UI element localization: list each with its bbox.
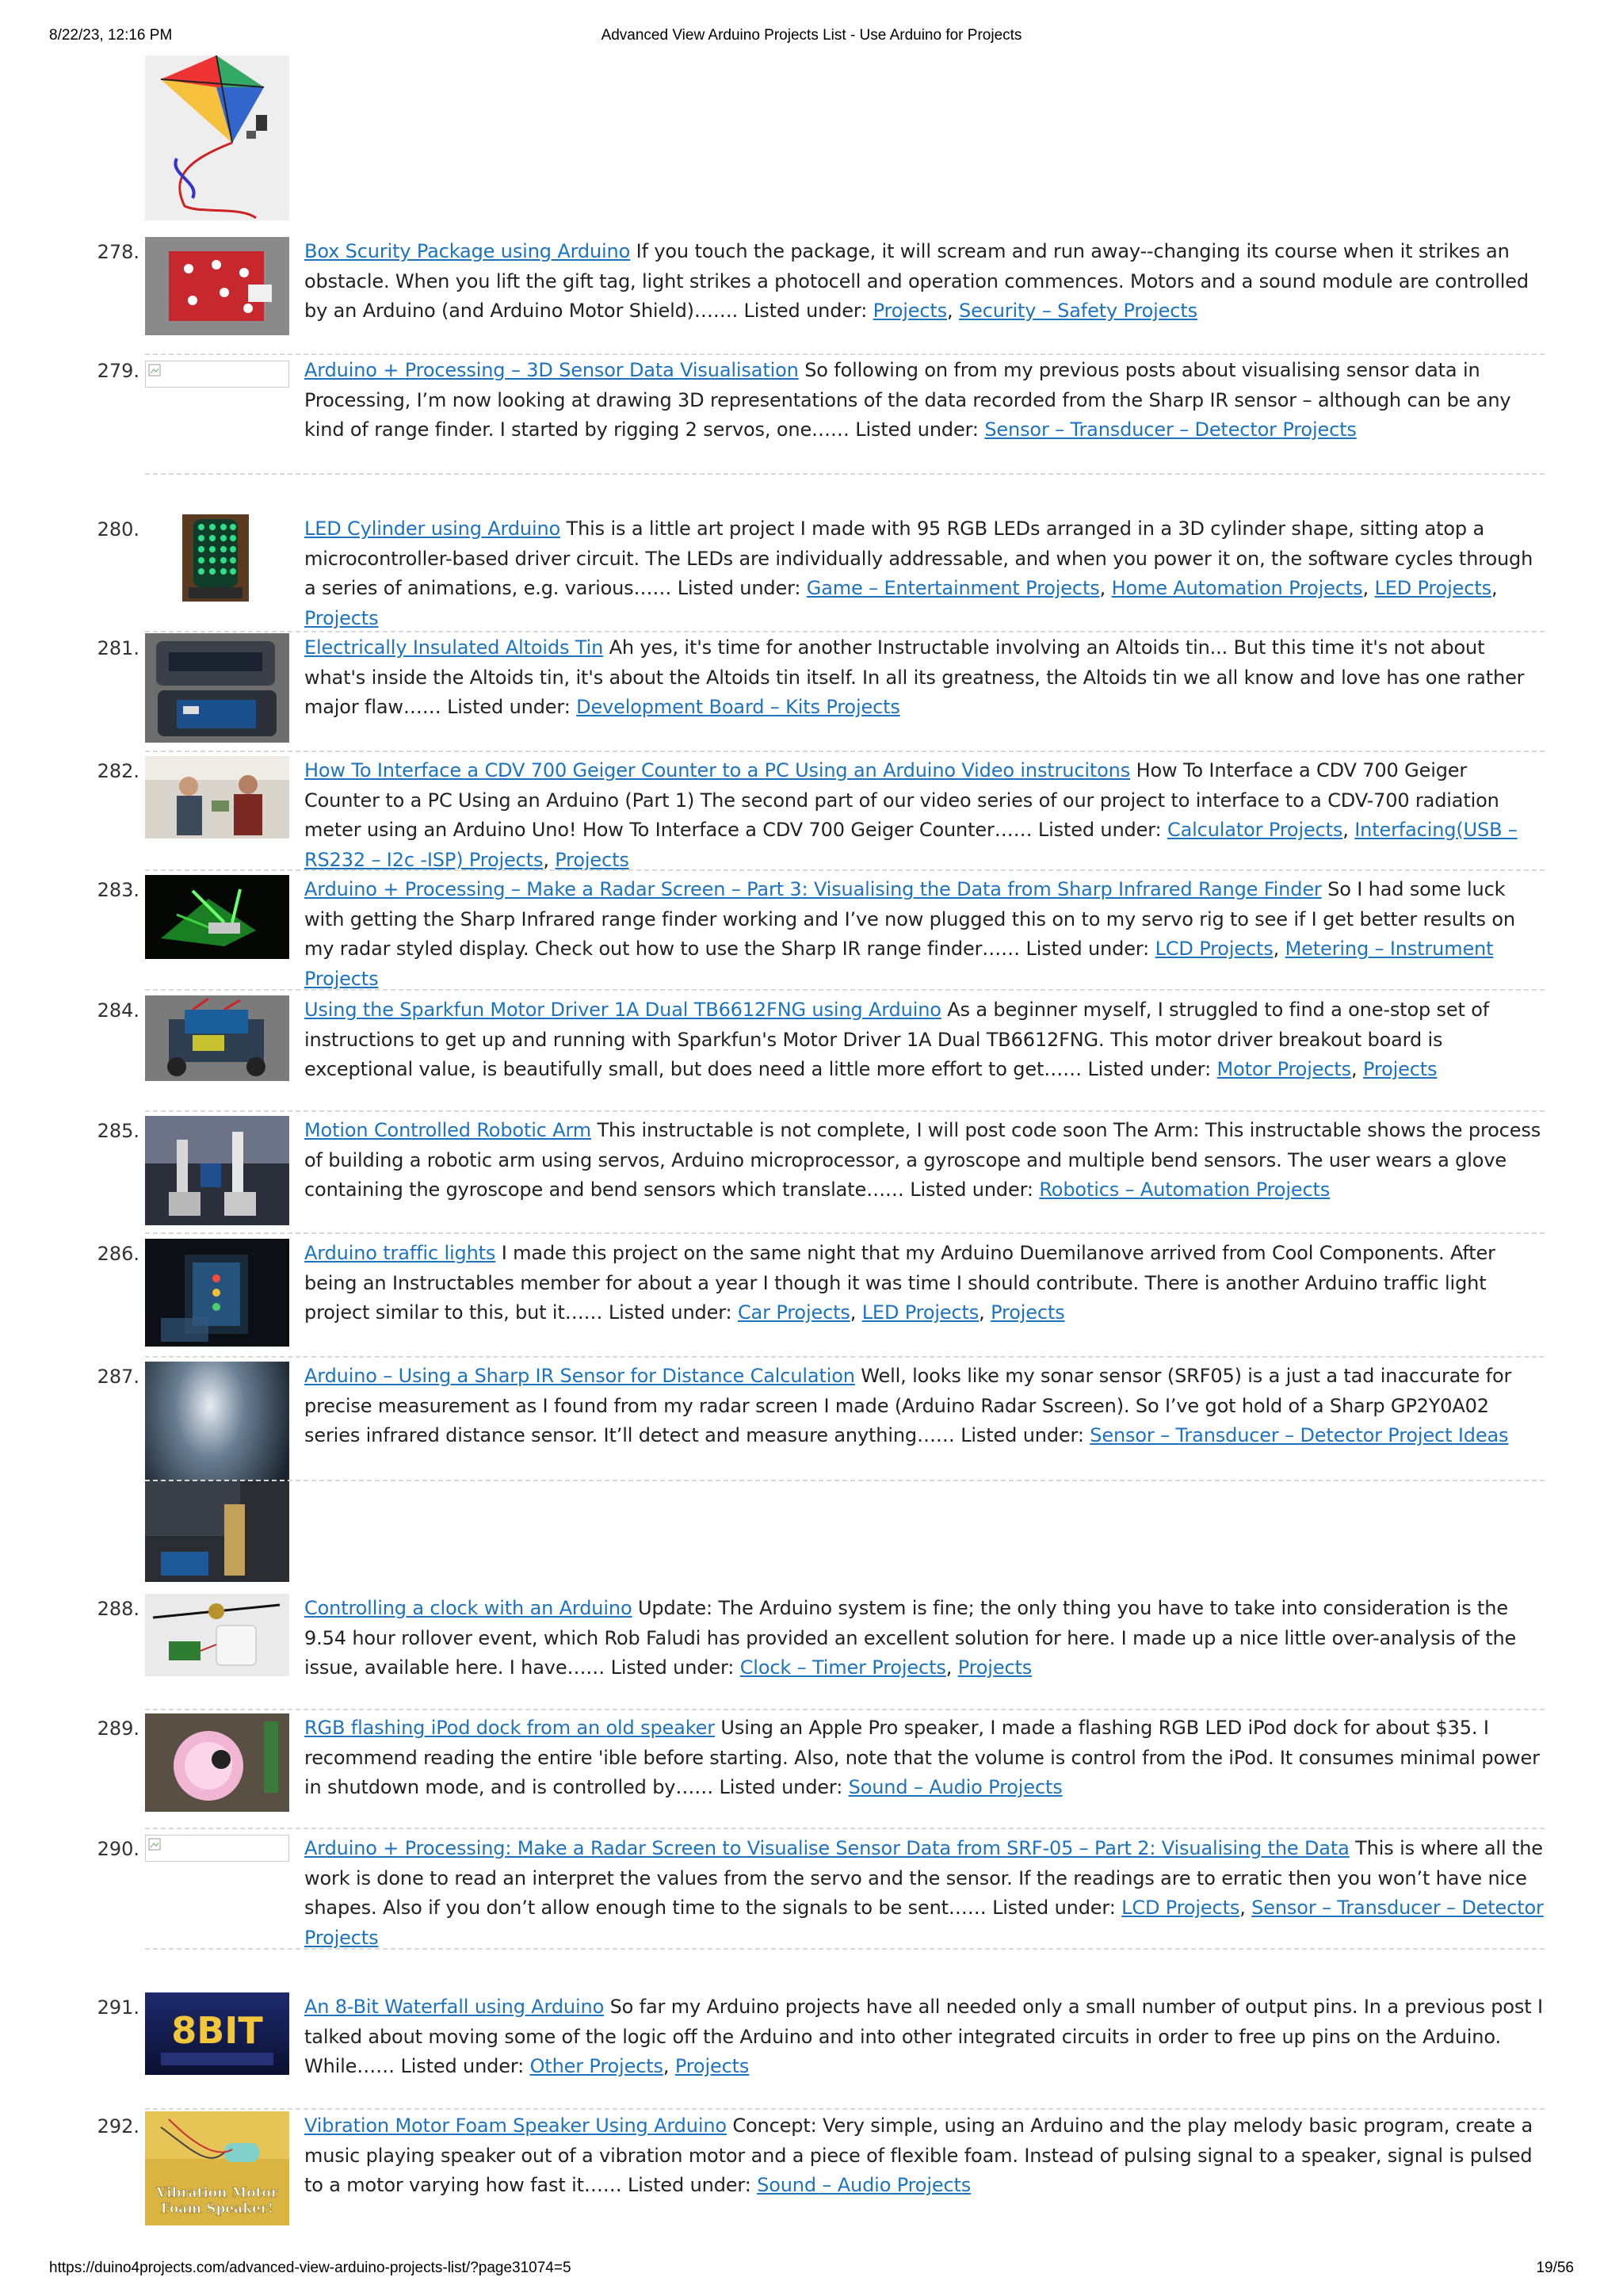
entry-title-link[interactable]: Controlling a clock with an Arduino — [304, 1597, 632, 1619]
category-link[interactable]: Metering – Instrument Projects — [304, 938, 1494, 990]
thumb-vibration-speaker[interactable] — [145, 2111, 289, 2225]
radar-rig-image — [145, 875, 289, 959]
gift-box-image — [145, 237, 289, 335]
entry-title-link[interactable]: Arduino – Using a Sharp IR Sensor for Distance Calculation — [304, 1365, 855, 1387]
entry-divider — [145, 751, 1545, 752]
geiger-video-image — [145, 756, 289, 839]
entry-text: Vibration Motor Foam Speaker Using Arduino Concept: Very simple, using an Arduino and the play melody basic program, create a music playing speaker out of a vibration motor and a piece of flexible foam. Instead of pulsing signal to a speaker, signal is pulsed to a motor varying how fast it…… Listed under: Sound – Audio Projects — [304, 2115, 1533, 2196]
vibration-speaker-image — [145, 2111, 289, 2225]
print-title: Advanced View Arduino Projects List - Use Arduino for Projects — [601, 27, 1022, 44]
broken-image-glyph — [148, 1838, 161, 1851]
entry-text: Using the Sparkfun Motor Driver 1A Dual TB6612FNG using Arduino As a beginner myself, I struggled to find a one-stop set of instructions to get up and running with Sparkfun's Motor Driver 1A Dual TB6612FNG. This motor driver breakout board is exceptional value, is beautifully small, but does need a little more effort to get…… Listed under: Motor Projects, Projects — [304, 999, 1490, 1080]
entry-number: 292. — [97, 2115, 139, 2137]
category-link[interactable]: Development Board – Kits Projects — [576, 696, 900, 718]
thumb-robotic-arm[interactable] — [145, 1116, 289, 1225]
entry-description: I made this project on the same night that my Arduino Duemilanove arrived from Cool Components. After being an Instructables member for about a year I though it was time I should contribute. There is another Arduino traffic light project similar to this, but it…… — [304, 1242, 1495, 1324]
sharp-ir-sensor-image — [145, 1362, 289, 1582]
category-link[interactable]: Robotics – Automation Projects — [1039, 1179, 1331, 1201]
entry-number: 279. — [97, 360, 139, 382]
ipod-dock-image — [145, 1713, 289, 1812]
entry-text: How To Interface a CDV 700 Geiger Counter to a PC Using an Arduino Video instrucitons How To Interface a CDV 700 Geiger Counter to a PC Using an Arduino (Part 1) The second part of our video series of our project to interface to a CDV-700 radiation meter using an Arduino Uno! How To Interface a CDV 700 Geiger Counter…… Listed under: Calculator Projects, Interfacing(USB – RS232 – I2c -ISP) Projects, Projects — [304, 759, 1518, 871]
thumb-8bit-label: 8BIT — [171, 2009, 263, 2052]
category-link[interactable]: Projects — [555, 848, 629, 871]
category-link[interactable]: Projects — [991, 1301, 1065, 1324]
broken-image-icon[interactable] — [145, 361, 289, 388]
entry-title-link[interactable]: Box Scurity Package using Arduino — [304, 240, 631, 262]
entry-title-link[interactable]: Arduino traffic lights — [304, 1242, 496, 1264]
entry-description: Update: The Arduino system is fine; the only thing you have to take into consideration is the 9.54 hour rollover event, which Rob Faludi has provided an excellent solution for here. I made up a nice little over-analysis of the issue, available here. I have…… — [304, 1597, 1517, 1679]
thumb-motor-driver[interactable] — [145, 995, 289, 1081]
category-link[interactable]: Projects — [873, 300, 948, 322]
entry-number: 281. — [97, 637, 139, 659]
entry-text: An 8-Bit Waterfall using Arduino So far my Arduino projects have all needed only a small number of output pins. In a previous post I talked about moving some of the logic off the Arduino and into other integrated circuits in order to free up pins on the Arduino. While…… Listed under: Other Projects, Projects — [304, 1996, 1543, 2077]
entry-divider — [145, 2108, 1545, 2110]
entry-number: 282. — [97, 760, 139, 782]
entry-description: Using an Apple Pro speaker, I made a flashing RGB LED iPod dock for about $35. I recommend reading the entire 'ible before starting. Also, note that the volume is control from the iPod. It consumes minimal power in shutdown mode, and is controlled by…… — [304, 1717, 1540, 1798]
category-link[interactable]: Sensor – Transducer – Detector Project Ideas — [1090, 1424, 1509, 1446]
print-footer — [49, 2260, 1574, 2279]
thumb-radar-screen-3[interactable] — [145, 875, 289, 959]
entry-text: Arduino – Using a Sharp IR Sensor for Distance Calculation Well, looks like my sonar sensor (SRF05) is a just a tad inaccurate for precise measurement as I found from my radar screen I made (Arduino Radar Sscreen). So I’ve got hold of a Sharp GP2Y0A02 series infrared distance sensor. It’ll detect and measure anything…… Listed under: Sensor – Transducer – Detector Project Ideas — [304, 1365, 1512, 1446]
entry-number: 289. — [97, 1717, 139, 1740]
entry-title-link[interactable]: Arduino + Processing – Make a Radar Screen – Part 3: Visualising the Data from Sharp Infrared Range Finder — [304, 878, 1322, 900]
category-link[interactable]: Projects — [957, 1656, 1033, 1679]
category-link[interactable]: Clock – Timer Projects — [739, 1656, 946, 1679]
entry-description: This is a little art project I made with 95 RGB LEDs arranged in a 3D cylinder shape, sitting atop a microcontroller-based driver circuit. The LEDs are individually addressable, and when you power it on, the software cycles through a series of animations, e.g. various…… — [304, 518, 1533, 599]
category-link[interactable]: Game – Entertainment Projects — [806, 577, 1100, 599]
print-page-number: 19/56 — [1536, 2260, 1574, 2276]
entry-divider — [145, 1948, 1545, 1950]
thumb-vibration-label: Vibration Motor Foam Speaker! — [156, 2185, 278, 2217]
entry-description: As a beginner myself, I struggled to find a one-stop set of instructions to get up and running with Sparkfun's Motor Driver 1A Dual TB6612FNG. This motor driver breakout board is exceptional value, is beautifully small, but does need a little more effort to get…… — [304, 999, 1490, 1080]
entry-text: RGB flashing iPod dock from an old speaker Using an Apple Pro speaker, I made a flashing RGB LED iPod dock for about $35. I recommend reading the entire 'ible before starting. Also, note that the volume is control from the iPod. It consumes minimal power in shutdown mode, and is controlled by…… Listed under: Sound – Audio Projects — [304, 1717, 1540, 1798]
category-link[interactable]: Projects — [1362, 1058, 1438, 1080]
entry-title-link[interactable]: LED Cylinder using Arduino — [304, 518, 561, 540]
entry-text: Controlling a clock with an Arduino Update: The Arduino system is fine; the only thing you have to take into consideration is the 9.54 hour rollover event, which Rob Faludi has provided an excellent solution for here. I made up a nice little over-analysis of the issue, available here. I have…… Listed under: Clock – Timer Projects, Projects — [304, 1597, 1517, 1679]
entry-divider — [145, 1828, 1545, 1829]
entry-divider — [145, 869, 1545, 871]
category-link[interactable]: Interfacing(USB – RS232 – I2c -ISP) Projects — [304, 819, 1518, 871]
entry-divider — [145, 1356, 1545, 1358]
category-link[interactable]: Motor Projects — [1216, 1058, 1352, 1080]
entry-description: Ah yes, it's time for another Instructable involving an Altoids tin... But this time it's not about what's inside the Altoids tin, it's about the Altoids tin itself. In all its greatness, the Altoids tin we all know and love has one rather major flaw…… — [304, 636, 1525, 718]
entry-description: How To Interface a CDV 700 Geiger Counter to a PC Using an Arduino (Part 1) The second part of our video series of our project to interface to a CDV-700 radiation meter using an Arduino Uno! How To Interface a CDV 700 Geiger Counter…… — [304, 759, 1499, 841]
thumb-led-cylinder[interactable] — [182, 514, 249, 602]
entry-description: Concept: Very simple, using an Arduino and the play melody basic program, create a music playing speaker out of a vibration motor and a piece of flexible foam. Instead of pulsing signal to a speaker, signal is pulsed to a motor varying how fast it…… — [304, 2115, 1533, 2196]
thumb-traffic-lights[interactable] — [145, 1239, 289, 1347]
thumb-altoids-tin[interactable] — [145, 633, 289, 743]
print-header — [49, 27, 1574, 46]
category-link[interactable]: Sound – Audio Projects — [848, 1776, 1063, 1798]
entry-description: So following on from my previous posts about visualising sensor data in Processing, I’m now looking at drawing 3D representations of the data recorded from the Sharp IR sensor – although can be any kind of range finder. I started by rigging 2 servos, one…… — [304, 359, 1511, 441]
entry-divider — [145, 473, 1545, 475]
entry-number: 280. — [97, 518, 139, 541]
thumb-previous-kite — [145, 55, 289, 220]
entry-number: 283. — [97, 879, 139, 901]
entry-title-link[interactable]: RGB flashing iPod dock from an old speaker — [304, 1717, 715, 1739]
motor-driver-image — [145, 995, 289, 1081]
traffic-lights-image — [145, 1239, 289, 1347]
category-link[interactable]: Sensor – Transducer – Detector Projects — [304, 1897, 1544, 1949]
category-link[interactable]: Calculator Projects — [1167, 819, 1343, 841]
entry-text: Arduino + Processing – 3D Sensor Data Visualisation So following on from my previous posts about visualising sensor data in Processing, I’m now looking at drawing 3D representations of the data recorded from the Sharp IR sensor – although can be any kind of range finder. I started by rigging 2 servos, one…… Listed under: Sensor – Transducer – Detector Projects — [304, 359, 1511, 441]
category-link[interactable]: Security – Safety Projects — [959, 300, 1197, 322]
entry-number: 287. — [97, 1366, 139, 1388]
robotic-arm-image — [145, 1116, 289, 1225]
altoids-tin-image — [145, 633, 289, 743]
entry-text: Arduino traffic lights I made this project on the same night that my Arduino Duemilanove arrived from Cool Components. After being an Instructables member for about a year I though it was time I should contribute. There is another Arduino traffic light project similar to this, but it…… Listed under: Car Projects, LED Projects, Projects — [304, 1242, 1495, 1324]
entry-number: 278. — [97, 241, 139, 263]
led-cylinder-image — [182, 514, 249, 602]
category-link[interactable]: Sensor – Transducer – Detector Projects — [984, 418, 1357, 441]
thumb-8bit-waterfall[interactable] — [145, 1992, 289, 2075]
category-link[interactable]: LED Projects — [861, 1301, 980, 1324]
entry-title-link[interactable]: Arduino + Processing – 3D Sensor Data Visualisation — [304, 359, 799, 381]
entry-text: Arduino + Processing – Make a Radar Screen – Part 3: Visualising the Data from Sharp Infrared Range Finder So I had some luck with getting the Sharp Infrared range finder working and I’ve now plugged this on to my servo rig to see if I get better results on my radar styled display. Check out how to use the Sharp IR range finder…… Listed under: LCD Projects, Metering – Instrument Projects — [304, 878, 1515, 990]
entry-description: So far my Arduino projects have all needed only a small number of output pins. In a previous post I talked about moving some of the logic off the Arduino and into other integrated circuits in order to free up pins on the Arduino. While…… — [304, 1996, 1543, 2077]
entry-title-link[interactable]: An 8-Bit Waterfall using Arduino — [304, 1996, 605, 2018]
entry-divider — [145, 631, 1545, 632]
category-link[interactable]: Other Projects — [529, 2055, 663, 2077]
entry-divider — [145, 353, 1545, 355]
entry-text: Electrically Insulated Altoids Tin Ah yes, it's time for another Instructable involving an Altoids tin... But this time it's not about what's inside the Altoids tin, it's about the Altoids tin itself. In all its greatness, the Altoids tin we all know and love has one rather major flaw…… Listed under: Development Board – Kits Projects — [304, 636, 1525, 718]
entry-divider — [145, 1232, 1545, 1234]
kite-image — [145, 55, 289, 220]
entry-divider — [145, 1480, 1545, 1481]
category-link[interactable]: LCD Projects — [1121, 1897, 1240, 1919]
category-link[interactable]: LED Projects — [1374, 577, 1491, 599]
entry-divider — [145, 1709, 1545, 1710]
entry-number: 284. — [97, 999, 139, 1022]
entry-description: This instructable is not complete, I will post code soon The Arm: This instructable shows the process of building a robotic arm using servos, Arduino microprocessor, a gyroscope and multiple bend sensors. The user wears a glove containing the gyroscope and bend sensors which translate…… — [304, 1119, 1541, 1201]
8bit-waterfall-image — [145, 1992, 289, 2075]
entry-title-link[interactable]: Electrically Insulated Altoids Tin — [304, 636, 604, 659]
entry-description: If you touch the package, it will scream and run away--changing its course when it strikes an obstacle. When you lift the gift tag, light strikes a photocell and operation commences. Motors and a sound module are controlled by an Arduino (and Arduino Motor Shield)……. — [304, 240, 1529, 322]
entry-title-link[interactable]: Vibration Motor Foam Speaker Using Arduino — [304, 2115, 727, 2137]
thumb-ipod-dock[interactable] — [145, 1713, 289, 1812]
entry-text: Box Scurity Package using Arduino If you touch the package, it will scream and run away--changing its course when it strikes an obstacle. When you lift the gift tag, light strikes a photocell and operation commences. Motors and a sound module are controlled by an Arduino (and Arduino Motor Shield)……. Listed under: Projects, Security – Safety Projects — [304, 240, 1529, 322]
category-link[interactable]: Projects — [674, 2055, 750, 2077]
thumb-clock-control[interactable] — [145, 1594, 289, 1676]
entry-divider — [145, 1110, 1545, 1112]
entry-description: So I had some luck with getting the Sharp Infrared range finder working and I’ve now plugged this on to my servo rig to see if I get better results on my radar styled display. Check out how to use the Sharp IR range finder…… — [304, 878, 1515, 960]
entry-number: 290. — [97, 1838, 139, 1860]
category-link[interactable]: LCD Projects — [1155, 938, 1274, 960]
print-url: https://duino4projects.com/advanced-view-arduino-projects-list/?page31074=5 — [49, 2260, 571, 2276]
thumb-sharp-ir-sensor[interactable] — [145, 1362, 289, 1582]
clock-control-image — [145, 1594, 289, 1676]
entry-description: This is where all the work is done to read an interpret the values from the servo and the sensor. If the readings are to erratic then you won’t have nice shapes. Also if you don’t allow enough time to the signals to be sent…… — [304, 1837, 1543, 1919]
entry-text: Arduino + Processing: Make a Radar Screen to Visualise Sensor Data from SRF-05 – Part 2: Visualising the Data This is where all the work is done to read an interpret the values from the servo and the sensor. If the readings are to erratic then you won’t have nice shapes. Also if you don’t allow enough time to the signals to be sent…… Listed under: LCD Projects, Sensor – Transducer – Detector Projects — [304, 1837, 1544, 1949]
category-link[interactable]: Car Projects — [737, 1301, 850, 1324]
entry-title-link[interactable]: Using the Sparkfun Motor Driver 1A Dual TB6612FNG using Arduino — [304, 999, 941, 1021]
entry-description: Well, looks like my sonar sensor (SRF05) is a just a tad inaccurate for precise measurement as I found from my radar screen I made (Arduino Radar Sscreen). So I’ve got hold of a Sharp GP2Y0A02 series infrared distance sensor. It’ll detect and measure anything…… — [304, 1365, 1512, 1446]
broken-image-glyph — [148, 364, 161, 376]
thumb-box-security[interactable] — [145, 237, 289, 335]
entry-divider — [145, 989, 1545, 991]
entry-number: 291. — [97, 1996, 139, 2019]
entry-number: 286. — [97, 1243, 139, 1265]
entry-number: 285. — [97, 1120, 139, 1142]
entry-text: Motion Controlled Robotic Arm This instructable is not complete, I will post code soon The Arm: This instructable shows the process of building a robotic arm using servos, Arduino microprocessor, a gyroscope and multiple bend sensors. The user wears a glove containing the gyroscope and bend sensors which translate…… Listed under: Robotics – Automation Projects — [304, 1119, 1541, 1201]
entry-number: 288. — [97, 1598, 139, 1620]
category-link[interactable]: Projects — [304, 606, 379, 629]
category-link[interactable]: Sound – Audio Projects — [757, 2174, 972, 2196]
entry-title-link[interactable]: Motion Controlled Robotic Arm — [304, 1119, 592, 1141]
category-link[interactable]: Home Automation Projects — [1111, 577, 1363, 599]
entry-title-link[interactable]: Arduino + Processing: Make a Radar Screen to Visualise Sensor Data from SRF-05 – Part 2: Visualising the Data — [304, 1837, 1350, 1859]
entry-text: LED Cylinder using Arduino This is a little art project I made with 95 RGB LEDs arranged in a 3D cylinder shape, sitting atop a microcontroller-based driver circuit. The LEDs are individually addressable, and when you power it on, the software cycles through a series of animations, e.g. various…… Listed under: Game – Entertainment Projects, Home Automation Projects, LED Projects, Projects — [304, 518, 1533, 629]
thumb-geiger-video[interactable] — [145, 756, 289, 839]
broken-image-icon[interactable] — [145, 1835, 289, 1862]
print-date: 8/22/23, 12:16 PM — [49, 27, 173, 44]
entry-title-link[interactable]: How To Interface a CDV 700 Geiger Counter to a PC Using an Arduino Video instrucitons — [304, 759, 1131, 781]
